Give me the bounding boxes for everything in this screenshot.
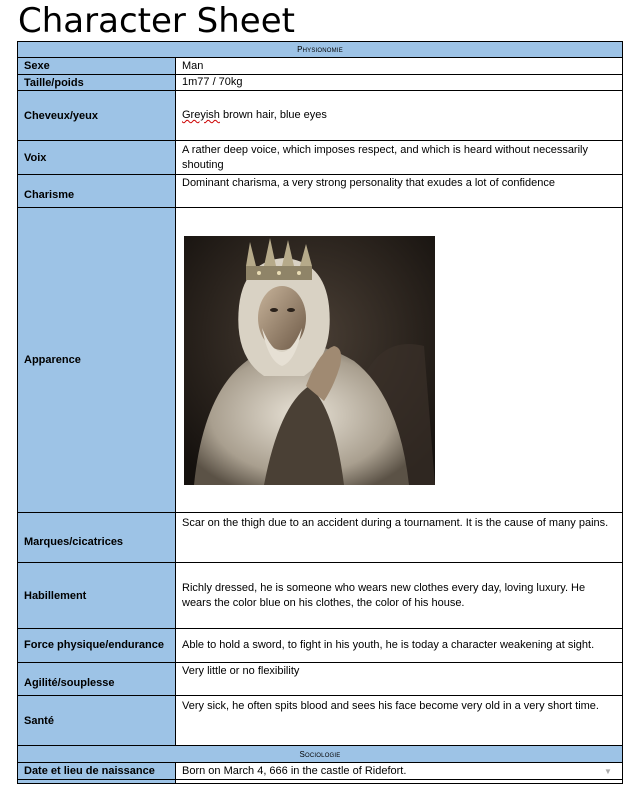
value-cheveux-rest: brown hair, blue eyes bbox=[219, 109, 327, 121]
label-voix: Voix bbox=[18, 141, 176, 175]
row-naissance bbox=[18, 763, 623, 780]
value-partial bbox=[176, 780, 623, 784]
row-charisme bbox=[18, 175, 623, 208]
label-sante: Santé bbox=[18, 696, 176, 746]
label-cheveux: Cheveux/yeux bbox=[18, 91, 176, 141]
value-sexe[interactable]: Man bbox=[176, 58, 623, 75]
row-sante bbox=[18, 696, 623, 746]
row-taille bbox=[18, 75, 623, 91]
section-socio-row bbox=[18, 746, 623, 763]
section-header-physionomie: Physionomie bbox=[18, 42, 623, 58]
label-partial bbox=[18, 780, 176, 784]
row-cheveux bbox=[18, 91, 623, 141]
row-force bbox=[18, 629, 623, 663]
label-apparence: Apparence bbox=[18, 208, 176, 513]
row-voix bbox=[18, 141, 623, 175]
label-taille: Taille/poids bbox=[18, 75, 176, 91]
value-agilite[interactable]: Very little or no flexibility bbox=[176, 663, 623, 696]
label-sexe: Sexe bbox=[18, 58, 176, 75]
row-apparence bbox=[18, 208, 623, 513]
label-marques: Marques/cicatrices bbox=[18, 513, 176, 563]
value-sante[interactable]: Very sick, he often spits blood and sees his face become very old in a very short time. bbox=[176, 696, 623, 746]
row-agilite bbox=[18, 663, 623, 696]
page-title: Character Sheet bbox=[18, 1, 295, 41]
value-naissance-text: Born on March 4, 666 in the castle of Ridefort. bbox=[182, 764, 407, 777]
row-marques bbox=[18, 513, 623, 563]
value-cheveux[interactable] bbox=[176, 91, 623, 141]
row-habillement bbox=[18, 563, 623, 629]
character-sheet-table bbox=[17, 41, 623, 784]
spellcheck-word: Greyish bbox=[182, 109, 220, 121]
value-habillement[interactable]: Richly dressed, he is someone who wears new clothes every day, loving luxury. He wears the color blue on his clothes, the color of his house. bbox=[176, 563, 623, 629]
king-portrait-image[interactable] bbox=[184, 236, 435, 485]
label-habillement: Habillement bbox=[18, 563, 176, 629]
value-force[interactable]: Able to hold a sword, to fight in his youth, he is today a character weakening at sight. bbox=[176, 629, 623, 663]
section-physio-row bbox=[18, 42, 623, 58]
label-force: Force physique/endurance bbox=[18, 629, 176, 663]
dropdown-arrow-icon[interactable]: ▼ bbox=[604, 766, 612, 776]
value-charisme[interactable]: Dominant charisma, a very strong personality that exudes a lot of confidence bbox=[176, 175, 623, 208]
section-header-sociologie: Sociologie bbox=[18, 746, 623, 763]
value-naissance[interactable] bbox=[176, 763, 623, 780]
value-marques[interactable]: Scar on the thigh due to an accident during a tournament. It is the cause of many pains. bbox=[176, 513, 623, 563]
row-sexe bbox=[18, 58, 623, 75]
value-taille[interactable]: 1m77 / 70kg bbox=[176, 75, 623, 91]
label-charisme: Charisme bbox=[18, 175, 176, 208]
row-partial bbox=[18, 780, 623, 784]
value-apparence[interactable] bbox=[176, 208, 623, 513]
label-agilite: Agilité/souplesse bbox=[18, 663, 176, 696]
value-voix[interactable]: A rather deep voice, which imposes respect, and which is heard without necessarily shouting bbox=[176, 141, 623, 175]
label-naissance: Date et lieu de naissance bbox=[18, 763, 176, 780]
